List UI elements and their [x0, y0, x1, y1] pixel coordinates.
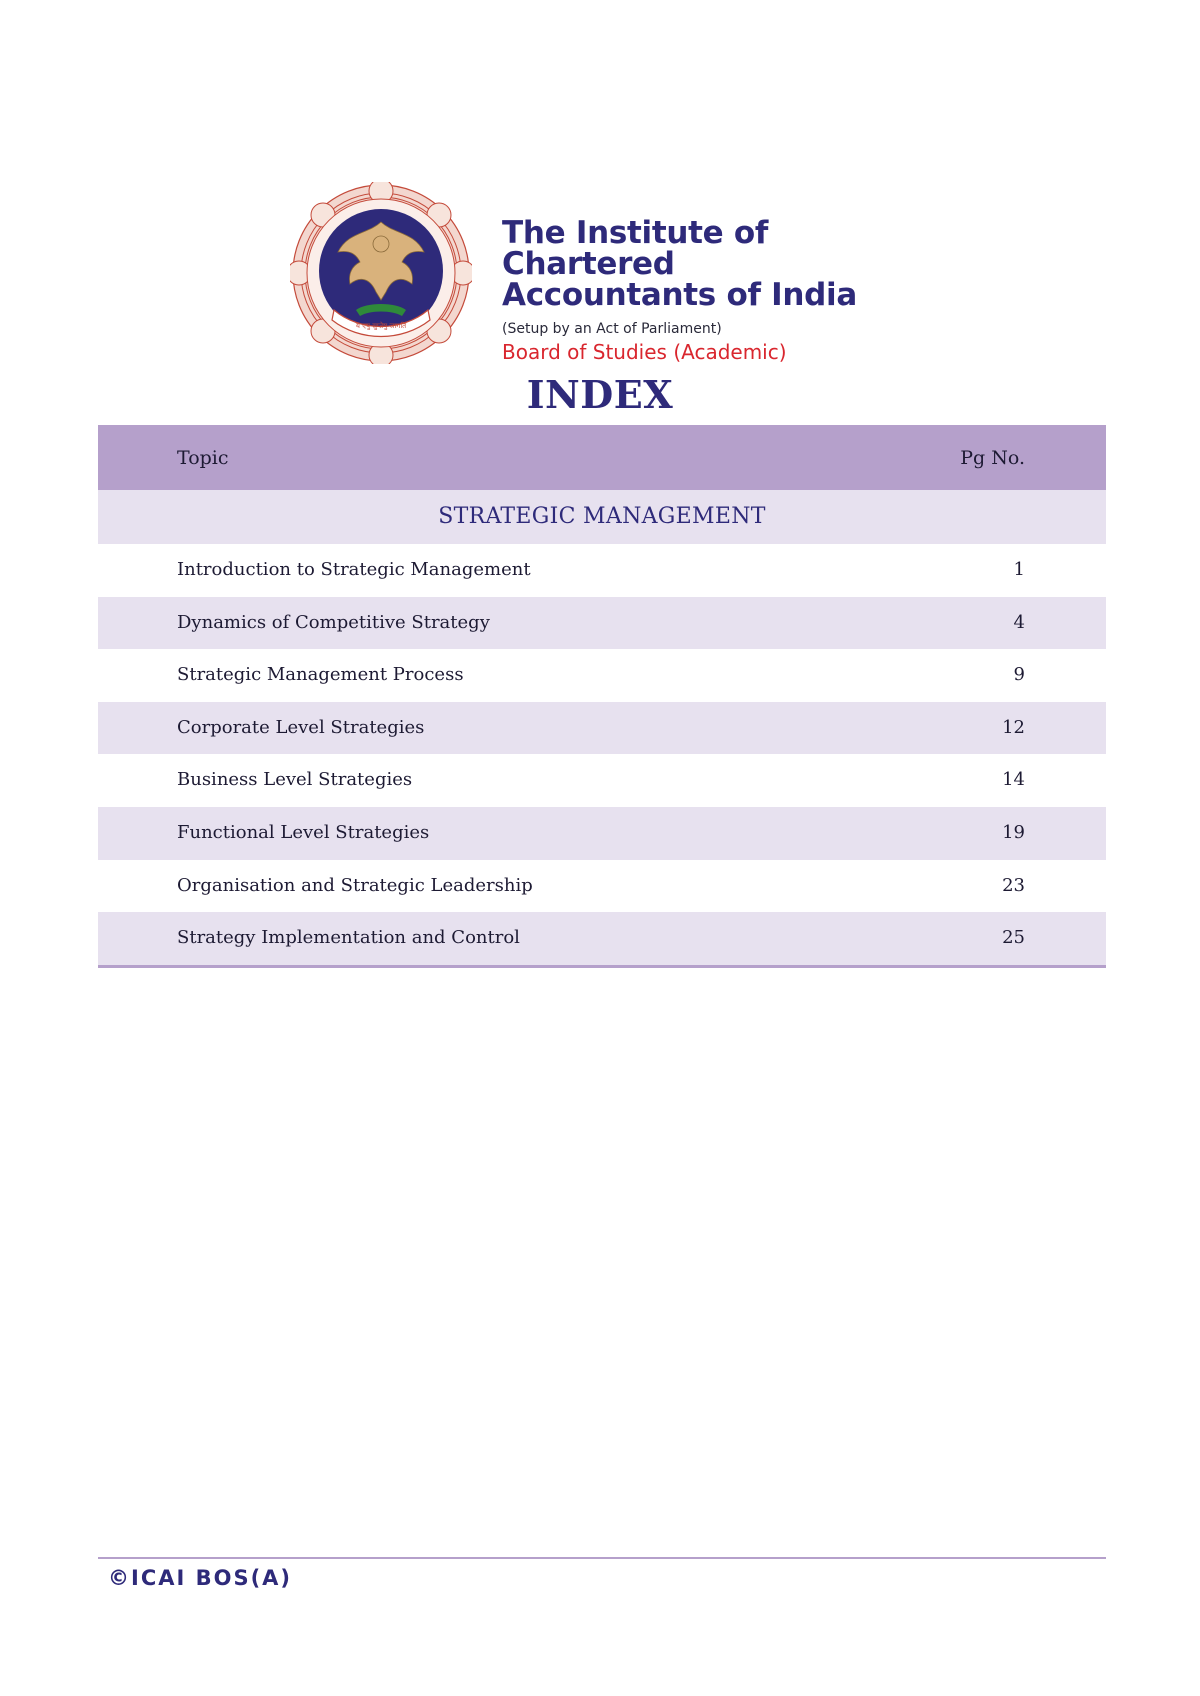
index-table — [98, 425, 1106, 968]
row-topic: Organisation and Strategic Leadership — [177, 874, 533, 896]
icai-seal-logo — [290, 182, 472, 364]
row-page: 12 — [1002, 716, 1025, 738]
column-header-page: Pg No. — [960, 447, 1025, 469]
row-page: 4 — [1013, 611, 1025, 633]
page-title: INDEX — [526, 372, 674, 417]
row-topic: Business Level Strategies — [177, 769, 413, 791]
row-topic: Strategy Implementation and Control — [177, 927, 520, 949]
table-row[interactable] — [98, 597, 1106, 650]
row-topic: Dynamics of Competitive Strategy — [177, 611, 490, 633]
footer-copyright: ©ICAI BOS(A) — [108, 1566, 293, 1590]
row-topic: Strategic Management Process — [177, 664, 464, 686]
org-name-line2: Accountants of India — [502, 277, 857, 313]
table-row[interactable] — [98, 754, 1106, 807]
table-row[interactable] — [98, 649, 1106, 702]
table-header — [98, 425, 1106, 490]
table-row[interactable] — [98, 702, 1106, 755]
logo-motto: य एषु सुप्तेषु जागर्ति — [355, 322, 407, 330]
table-bottom-rule — [98, 965, 1106, 968]
row-page: 14 — [1002, 769, 1025, 791]
section-heading: STRATEGIC MANAGEMENT — [98, 490, 1106, 544]
table-row[interactable] — [98, 860, 1106, 913]
table-row[interactable] — [98, 912, 1106, 965]
footer-divider — [98, 1557, 1106, 1559]
org-block — [502, 215, 932, 364]
row-topic: Introduction to Strategic Management — [177, 559, 531, 580]
row-page: 25 — [1002, 927, 1025, 949]
row-topic: Functional Level Strategies — [177, 821, 430, 843]
row-page: 23 — [1002, 874, 1025, 896]
org-name-line1: The Institute of Chartered — [502, 215, 769, 282]
table-row[interactable] — [98, 544, 1106, 597]
board-of-studies: Board of Studies (Academic) — [502, 340, 787, 364]
column-header-topic: Topic — [177, 447, 229, 469]
row-page: 19 — [1002, 821, 1025, 843]
row-page: 9 — [1013, 664, 1025, 686]
row-topic: Corporate Level Strategies — [177, 716, 425, 738]
table-row[interactable] — [98, 807, 1106, 860]
row-page: 1 — [1013, 559, 1025, 580]
org-subtitle: (Setup by an Act of Parliament) — [502, 321, 722, 337]
header — [290, 182, 930, 368]
